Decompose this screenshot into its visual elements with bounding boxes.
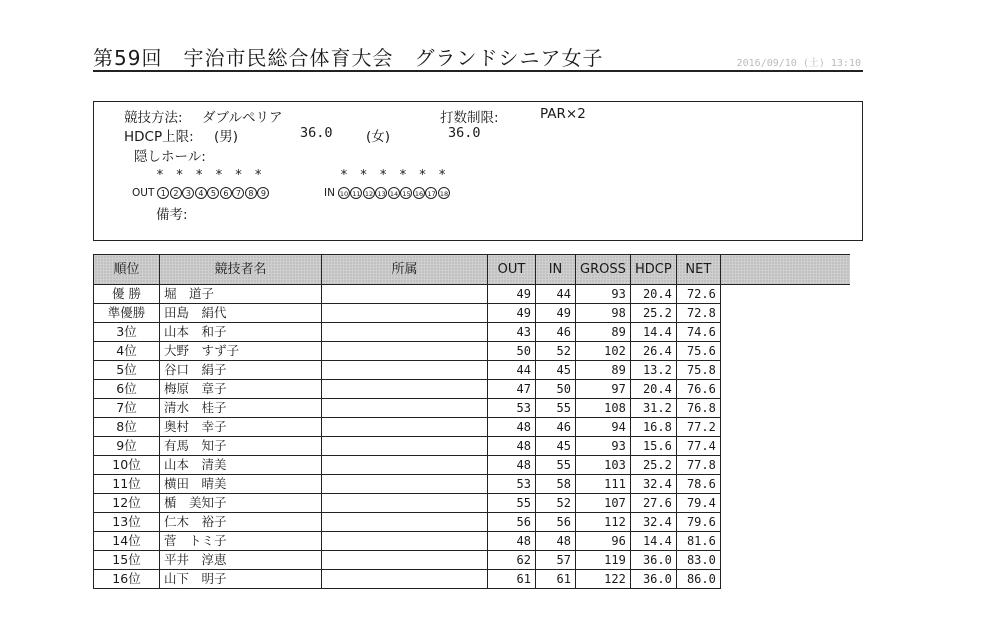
title-underline [93,70,863,72]
row-filler [720,494,850,513]
cell-name: 谷口 絹子 [160,361,322,380]
cell-hdcp: 26.4 [630,342,676,361]
table-row [94,399,851,418]
cell-hdcp: 25.2 [630,456,676,475]
results-header-row [94,255,851,285]
cell-out: 56 [488,513,536,532]
cell-net: 79.6 [676,513,720,532]
cell-rank: 5位 [94,361,160,380]
in-hole-15: 15 [400,187,412,199]
cell-hdcp: 14.4 [630,323,676,342]
table-row [94,361,851,380]
in-hole-11: 11 [350,187,362,199]
row-filler [720,323,850,342]
row-filler [720,551,850,570]
col-net: NET [676,255,720,285]
cell-gross: 98 [576,304,631,323]
cell-rank: 16位 [94,570,160,589]
cell-in: 52 [536,494,576,513]
cell-gross: 102 [576,342,631,361]
cell-hdcp: 31.2 [630,399,676,418]
cell-org [322,475,488,494]
cell-out: 53 [488,399,536,418]
cell-in: 56 [536,513,576,532]
row-filler [720,418,850,437]
cell-rank: 13位 [94,513,160,532]
table-row [94,456,851,475]
cell-name: 田島 絹代 [160,304,322,323]
cell-net: 79.4 [676,494,720,513]
in-hidden-marks: * * * * * * [340,168,449,183]
row-filler [720,570,850,589]
cell-gross: 96 [576,532,631,551]
in-hole-13: 13 [375,187,387,199]
out-hidden-marks: * * * * * * [156,168,265,183]
out-hole-8: 8 [245,187,257,199]
cell-in: 50 [536,380,576,399]
cell-rank: 6位 [94,380,160,399]
cell-hdcp: 20.4 [630,285,676,304]
cell-rank: 10位 [94,456,160,475]
hidden-holes-label: 隠しホール: [134,149,206,165]
table-row [94,418,851,437]
cell-org [322,456,488,475]
cell-hdcp: 15.6 [630,437,676,456]
cell-rank: 優 勝 [94,285,160,304]
cell-out: 47 [488,380,536,399]
row-filler [720,342,850,361]
cell-org [322,342,488,361]
table-row [94,342,851,361]
cell-rank: 9位 [94,437,160,456]
cell-org [322,361,488,380]
cell-rank: 11位 [94,475,160,494]
cell-gross: 108 [576,399,631,418]
cell-out: 48 [488,532,536,551]
cell-net: 76.8 [676,399,720,418]
cell-name: 奥村 幸子 [160,418,322,437]
hdcp-male-label: (男) [214,129,239,145]
cell-gross: 89 [576,361,631,380]
cell-net: 78.6 [676,475,720,494]
cell-name: 山本 和子 [160,323,322,342]
cell-gross: 122 [576,570,631,589]
row-filler [720,456,850,475]
row-filler [720,437,850,456]
cell-in: 46 [536,418,576,437]
cell-gross: 111 [576,475,631,494]
row-filler [720,304,850,323]
cell-in: 55 [536,456,576,475]
cell-org [322,437,488,456]
table-row [94,551,851,570]
cell-name: 横田 晴美 [160,475,322,494]
row-filler [720,513,850,532]
cell-rank: 7位 [94,399,160,418]
table-row [94,494,851,513]
cell-rank: 15位 [94,551,160,570]
table-row [94,285,851,304]
cell-net: 72.6 [676,285,720,304]
cell-net: 75.6 [676,342,720,361]
col-in: IN [536,255,576,285]
cell-out: 53 [488,475,536,494]
row-filler [720,361,850,380]
cell-org [322,418,488,437]
in-hole-12: 12 [363,187,375,199]
cell-org [322,399,488,418]
cell-in: 49 [536,304,576,323]
table-row [94,323,851,342]
out-hole-3: 3 [182,187,194,199]
cell-net: 77.8 [676,456,720,475]
out-hole-7: 7 [232,187,244,199]
cell-gross: 94 [576,418,631,437]
table-row [94,532,851,551]
cell-gross: 119 [576,551,631,570]
cell-org [322,532,488,551]
cell-name: 菅 トミ子 [160,532,322,551]
cell-out: 62 [488,551,536,570]
cell-hdcp: 13.2 [630,361,676,380]
cell-out: 48 [488,418,536,437]
in-hole-16: 16 [413,187,425,199]
cell-org [322,570,488,589]
document-header [93,42,863,72]
cell-hdcp: 14.4 [630,532,676,551]
print-date: 2016/09/10 (土) 13:10 [736,58,861,69]
table-row [94,380,851,399]
cell-net: 74.6 [676,323,720,342]
cell-net: 76.6 [676,380,720,399]
table-row [94,513,851,532]
cell-rank: 準優勝 [94,304,160,323]
cell-rank: 14位 [94,532,160,551]
cell-rank: 3位 [94,323,160,342]
cell-in: 44 [536,285,576,304]
cell-org [322,323,488,342]
cell-name: 有馬 知子 [160,437,322,456]
cell-gross: 107 [576,494,631,513]
row-filler [720,399,850,418]
in-label: IN [324,187,335,199]
cell-in: 48 [536,532,576,551]
table-row [94,304,851,323]
cell-gross: 89 [576,323,631,342]
cell-hdcp: 25.2 [630,304,676,323]
col-name: 競技者名 [160,255,322,285]
cell-org [322,304,488,323]
out-hole-1: 1 [157,187,169,199]
cell-gross: 103 [576,456,631,475]
out-label: OUT [132,187,155,199]
col-rank: 順位 [94,255,160,285]
hdcp-label: HDCP上限: [124,129,194,145]
cell-net: 86.0 [676,570,720,589]
out-hole-5: 5 [207,187,219,199]
in-hole-18: 18 [438,187,450,199]
cell-hdcp: 36.0 [630,551,676,570]
method-label: 競技方法: [124,110,183,126]
cell-name: 山本 清美 [160,456,322,475]
cell-name: 仁木 裕子 [160,513,322,532]
cell-gross: 93 [576,437,631,456]
out-hole-2: 2 [170,187,182,199]
cell-out: 61 [488,570,536,589]
cell-in: 52 [536,342,576,361]
cell-hdcp: 16.8 [630,418,676,437]
cell-in: 61 [536,570,576,589]
in-hole-10: 10 [338,187,350,199]
competition-info-box [93,101,863,241]
col-out: OUT [488,255,536,285]
cell-out: 50 [488,342,536,361]
cell-rank: 8位 [94,418,160,437]
page-title: 第59回 宇治市民総合体育大会 グランドシニア女子 [93,46,604,70]
cell-org [322,285,488,304]
cell-out: 44 [488,361,536,380]
cell-org [322,494,488,513]
out-holes-row [132,186,270,199]
cell-hdcp: 36.0 [630,570,676,589]
stroke-limit-value: PAR×2 [540,106,586,122]
cell-gross: 93 [576,285,631,304]
cell-in: 46 [536,323,576,342]
cell-net: 83.0 [676,551,720,570]
row-filler [720,475,850,494]
cell-rank: 4位 [94,342,160,361]
cell-in: 45 [536,361,576,380]
cell-hdcp: 27.6 [630,494,676,513]
cell-net: 72.8 [676,304,720,323]
cell-name: 楯 美知子 [160,494,322,513]
cell-in: 45 [536,437,576,456]
cell-name: 大野 すず子 [160,342,322,361]
cell-name: 梅原 章子 [160,380,322,399]
cell-hdcp: 32.4 [630,475,676,494]
cell-out: 48 [488,456,536,475]
cell-org [322,551,488,570]
cell-name: 堀 道子 [160,285,322,304]
header-filler [720,255,850,285]
table-row [94,475,851,494]
in-holes-row [324,186,450,199]
row-filler [720,285,850,304]
table-row [94,570,851,589]
row-filler [720,380,850,399]
col-gross: GROSS [576,255,631,285]
method-value: ダブルペリア [202,110,283,126]
cell-org [322,513,488,532]
cell-out: 48 [488,437,536,456]
cell-out: 55 [488,494,536,513]
hdcp-female-value: 36.0 [448,125,481,141]
cell-gross: 97 [576,380,631,399]
cell-net: 81.6 [676,532,720,551]
results-table [93,254,850,589]
remarks-label: 備考: [156,207,188,223]
cell-out: 49 [488,304,536,323]
out-hole-4: 4 [195,187,207,199]
cell-net: 77.4 [676,437,720,456]
col-org: 所属 [322,255,488,285]
hdcp-female-label: (女) [366,129,391,145]
in-hole-14: 14 [388,187,400,199]
cell-hdcp: 20.4 [630,380,676,399]
cell-in: 57 [536,551,576,570]
cell-net: 77.2 [676,418,720,437]
cell-gross: 112 [576,513,631,532]
cell-org [322,380,488,399]
hdcp-male-value: 36.0 [300,125,333,141]
in-hole-17: 17 [425,187,437,199]
col-hdcp: HDCP [630,255,676,285]
row-filler [720,532,850,551]
cell-out: 49 [488,285,536,304]
out-hole-9: 9 [257,187,269,199]
cell-net: 75.8 [676,361,720,380]
cell-rank: 12位 [94,494,160,513]
cell-hdcp: 32.4 [630,513,676,532]
cell-name: 山下 明子 [160,570,322,589]
out-hole-6: 6 [220,187,232,199]
cell-in: 55 [536,399,576,418]
stroke-limit-label: 打数制限: [440,110,499,126]
cell-in: 58 [536,475,576,494]
cell-out: 43 [488,323,536,342]
cell-name: 平井 淳恵 [160,551,322,570]
table-row [94,437,851,456]
cell-name: 清水 桂子 [160,399,322,418]
